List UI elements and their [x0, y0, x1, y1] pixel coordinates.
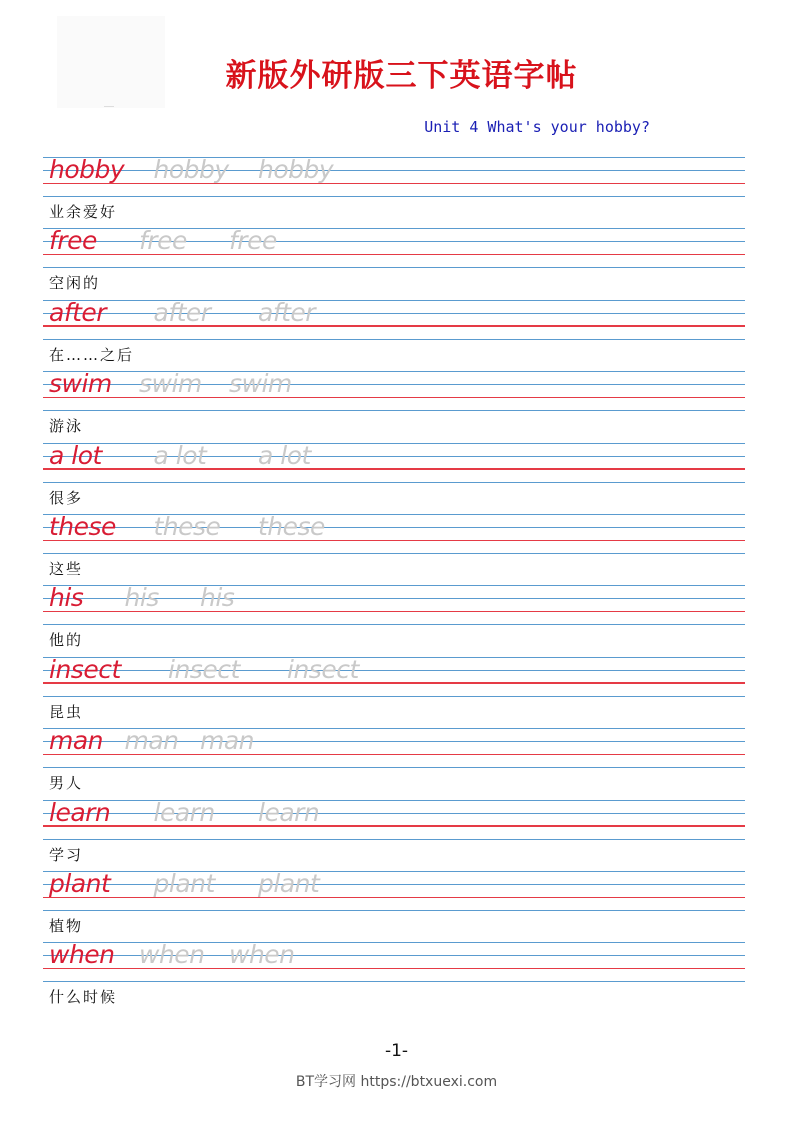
- vocab-word: when: [49, 940, 115, 970]
- copybook-row: [43, 297, 745, 372]
- baseline: [43, 183, 745, 185]
- guide-line-bottom: [43, 196, 745, 197]
- guide-line-mid: [43, 313, 745, 314]
- guide-line-bottom: [43, 482, 745, 483]
- word-meaning: 空闲的: [49, 274, 101, 293]
- guide-line-bottom: [43, 624, 745, 625]
- copybook-row: [43, 654, 745, 729]
- trace-word: swim: [229, 369, 292, 399]
- baseline: [43, 325, 745, 327]
- footer-source: BT学习网 https://btxuexi.com: [295, 1074, 498, 1090]
- unit-subtitle: Unit 4 What's your hobby?: [424, 118, 650, 136]
- word-meaning: 学习: [49, 845, 84, 864]
- word-meaning: 什么时候: [49, 988, 118, 1007]
- trace-word: these: [153, 512, 221, 541]
- word-meaning: 很多: [49, 488, 84, 507]
- word-meaning: 在……之后: [49, 345, 135, 364]
- guide-line-bottom: [43, 910, 745, 911]
- trace-word: insect: [287, 654, 359, 684]
- trace-word: hobby: [153, 155, 229, 184]
- trace-word: man: [124, 726, 179, 756]
- word-meaning: 昆虫: [49, 702, 84, 721]
- baseline: [43, 468, 745, 470]
- vocab-word: man: [49, 726, 104, 756]
- vocab-word: these: [49, 512, 116, 541]
- guide-line-bottom: [43, 981, 745, 982]
- guide-line-top: [43, 300, 745, 301]
- logo-mark: [104, 106, 114, 107]
- guide-line-bottom: [43, 410, 745, 411]
- vocab-word: learn: [49, 797, 111, 827]
- copybook-row: [43, 371, 745, 443]
- vocab-word: plant: [49, 869, 111, 898]
- guide-line-mid: [43, 670, 745, 671]
- trace-word: a lot: [258, 440, 311, 470]
- vocab-word: insect: [49, 654, 121, 684]
- word-meaning: 这些: [49, 560, 84, 578]
- vocab-word: his: [49, 583, 84, 613]
- guide-line-bottom: [43, 839, 745, 840]
- copybook-row: [43, 728, 745, 800]
- trace-word: learn: [258, 797, 320, 827]
- vocab-word: free: [49, 226, 97, 256]
- guide-line-top: [43, 443, 745, 444]
- vocab-word: swim: [49, 369, 112, 399]
- page-title: 新版外研版三下英语字帖: [225, 58, 578, 94]
- copybook-row: [43, 585, 745, 657]
- trace-word: a lot: [153, 440, 207, 470]
- copybook-row: [43, 228, 745, 300]
- guide-line-mid: [43, 527, 745, 528]
- trace-word: these: [258, 512, 325, 541]
- guide-line-mid: [43, 456, 745, 457]
- guide-line-bottom: [43, 767, 745, 768]
- word-meaning: 男人: [49, 774, 84, 793]
- trace-word: learn: [153, 797, 215, 827]
- vocab-word: a lot: [49, 440, 102, 470]
- trace-word: after: [153, 297, 211, 327]
- guide-line-bottom: [43, 267, 745, 268]
- page-number: -1-: [384, 1041, 409, 1061]
- vocab-word: after: [49, 297, 107, 327]
- guide-line-top: [43, 800, 745, 801]
- copybook-row: [43, 157, 745, 229]
- trace-word: after: [258, 297, 316, 327]
- trace-word: when: [139, 940, 205, 970]
- copybook-row: [43, 942, 745, 1014]
- guide-line-bottom: [43, 553, 745, 554]
- baseline: [43, 540, 745, 542]
- vocab-word: hobby: [49, 155, 125, 184]
- copybook-row: [43, 797, 745, 872]
- guide-line-top: [43, 657, 745, 658]
- baseline: [43, 825, 745, 827]
- baseline: [43, 897, 745, 899]
- word-meaning: 业余爱好: [49, 203, 118, 221]
- guide-line-top: [43, 157, 745, 158]
- trace-word: plant: [153, 869, 215, 898]
- trace-word: man: [200, 726, 255, 756]
- trace-word: swim: [139, 369, 202, 399]
- word-meaning: 他的: [49, 631, 84, 650]
- word-meaning: 游泳: [49, 417, 84, 436]
- trace-word: plant: [258, 869, 320, 898]
- trace-word: free: [229, 226, 277, 256]
- trace-word: free: [139, 226, 187, 256]
- trace-word: insect: [168, 654, 240, 684]
- guide-line-mid: [43, 813, 745, 814]
- trace-word: when: [229, 940, 295, 970]
- trace-word: hobby: [258, 155, 334, 184]
- trace-word: his: [124, 583, 159, 613]
- guide-line-top: [43, 514, 745, 515]
- copybook-row: [43, 514, 745, 586]
- guide-line-bottom: [43, 339, 745, 340]
- copybook-row: [43, 440, 745, 515]
- guide-line-mid: [43, 170, 745, 171]
- guide-line-top: [43, 871, 745, 872]
- guide-line-mid: [43, 884, 745, 885]
- guide-line-bottom: [43, 696, 745, 697]
- trace-word: his: [200, 583, 235, 613]
- word-meaning: 植物: [49, 917, 84, 935]
- copybook-row: [43, 871, 745, 943]
- baseline: [43, 682, 745, 684]
